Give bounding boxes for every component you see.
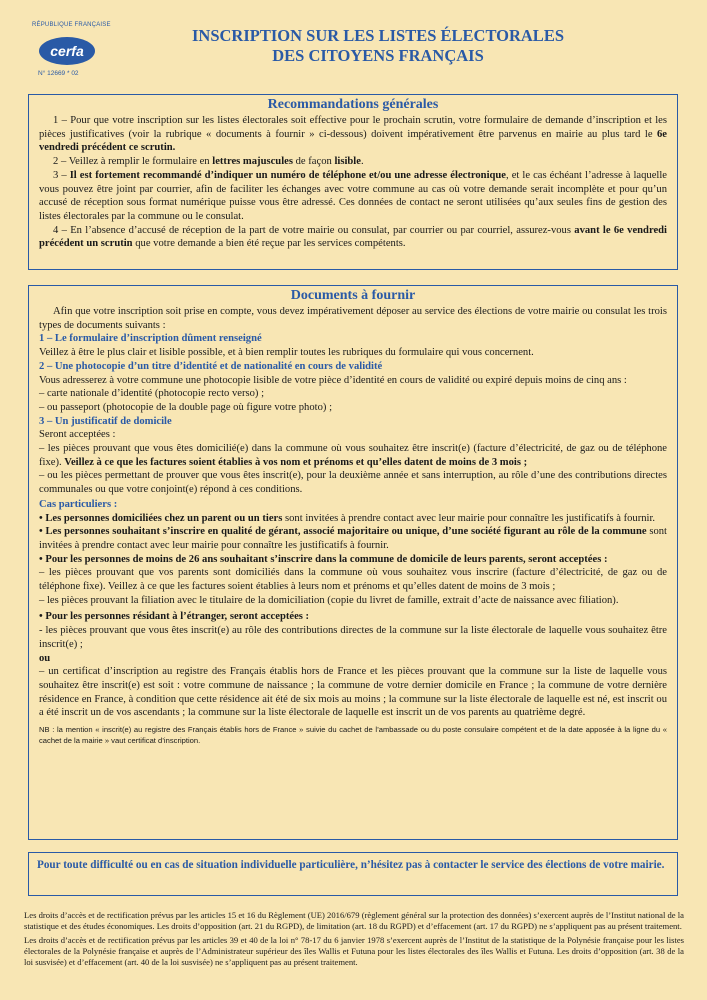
section-2-item: – carte nationale d’identité (photocopie recto verso) ;	[39, 388, 265, 400]
section-2-text: Vous adresserez à votre commune une photocopie lisible de votre pièce d’identité en cours de validité ou expiré depuis moins de cinq ans :	[39, 374, 627, 386]
reco-item-2: 2 – Veillez à remplir le formulaire en lettres majuscules de façon lisible.	[53, 156, 364, 168]
documents-intro: Afin que votre inscription soit prise en compte, vous devez impérativement déposer au service des élections de votre mairie ou consulat les trois types de documents suivants :	[39, 306, 667, 331]
title-line-1: INSCRIPTION SUR LES LISTES ÉLECTORALES	[192, 26, 564, 45]
form-number: N° 12669 * 02	[38, 70, 79, 77]
reco-item-4: 4 – En l’absence d’accusé de réception de la part de votre mairie ou consulat, par courrier ou par courriel, assurez-vous avant le 6e vendredi précédent un scrutin que votre demande a bien été reçue par les services compétents.	[39, 224, 667, 250]
section-2-item: – ou passeport (photocopie de la double page où figure votre photo) ;	[39, 401, 333, 413]
cases-title: Cas particuliers :	[39, 498, 118, 510]
recommandations-title: Recommandations générales	[267, 97, 439, 112]
footer	[24, 910, 684, 968]
case-moins-26-item: – les pièces prouvant la filiation avec le titulaire de la domiciliation (copie du livret de famille, extrait d’acte de naissance avec filiation).	[39, 594, 619, 606]
case-etranger: • Pour les personnes résidant à l’étranger, seront acceptées :	[39, 611, 310, 623]
case-parent: • Les personnes domiciliées chez un parent ou un tiers sont invitées à prendre contact avec leur mairie pour connaître les justificatifs à fournir.	[39, 512, 656, 524]
footer-note-1: Les droits d’accès et de rectification prévus par les articles 15 et 16 du Règlement (UE) 2016/679 (règlement général sur la protection des données) s’exercent auprès de l’Institut national de la statistique et des études économiques. Les droits d’opposition (art. 21 du RGPD), de limitation (art. 18 du RGPD) et d’effacement (art. 17 du RGPD) ne s’appliquent pas au présent traitement.	[24, 910, 684, 931]
case-moins-26: • Pour les personnes de moins de 26 ans souhaitant s’inscrire dans la commune de domicile de leurs parents, seront acceptées :	[39, 553, 608, 565]
case-etranger-or: ou	[39, 652, 51, 664]
contact-text: Pour toute difficulté ou en cas de situation individuelle particulière, n’hésitez pas à contacter le service des élections de votre mairie.	[37, 859, 665, 871]
cerfa-logo-text: cerfa	[50, 43, 84, 59]
contact-box	[28, 852, 678, 896]
title-line-2: DES CITOYENS FRANÇAIS	[272, 46, 484, 65]
section-3-item: – les pièces prouvant que vous êtes domicilié(e) dans la commune où vous souhaitez être inscrit(e) (facture d’électricité, de gaz ou de téléphone fixe). Veillez à ce que les factures soient établies à vos nom et prénoms et qu’elles datent de moins de 3 mois ;	[39, 443, 667, 468]
cerfa-logo	[38, 36, 96, 66]
republic-label: RÉPUBLIQUE FRANÇAISE	[32, 22, 111, 28]
section-2-title: 2 – Une photocopie d’un titre d’identité et de nationalité en cours de validité	[39, 360, 383, 372]
case-etranger-item: – un certificat d’inscription au registre des Français établis hors de France et les pièces prouvant que la commune sur la liste de laquelle vous souhaitez être inscrit(e) est soit : votre commune de naissance ; la commune de votre dernier domicile en France ; la commune de votre dernière résidence en France, à condition que cette résidence ait été de six mois au moins ; la commune sur la liste électorale de laquelle est né, est inscrit ou a été inscrit un de vos ascendants ; la commune sur la liste électorale de laquelle est inscrit un de vos parents au quatrième degré.	[39, 666, 667, 719]
recommandations-box	[28, 94, 678, 270]
documents-title: Documents à fournir	[290, 288, 416, 303]
footer-note-2: Les droits d’accès et de rectification prévus par les articles 39 et 40 de la loi n° 78-17 du 6 janvier 1978 s’exercent auprès de l’Institut de la statistique de la Polynésie française pour les listes électorales de la Polynésie française et auprès de l’Administrateur supérieur des îles Wallis et Futuna pour les listes électorales des îles Wallis et Futuna. Les droits d’opposition (art. 38 de la loi susvisée) et d’effacement (art. 40 de la loi susvisée) ne s’appliquent pas au présent traitement.	[24, 934, 684, 967]
reco-item-1: 1 – Pour que votre inscription sur les listes électorales soit effective pour le prochain scrutin, votre formulaire de demande d’inscription et les pièces justificatives (voir la rubrique « documents à fournir » ci-dessous) doivent impérativement être parvenus en mairie au plus tard le 6e vendredi précédent ce scrutin.	[39, 115, 667, 154]
case-moins-26-item: – les pièces prouvant que vos parents sont domiciliés dans la commune où vous souhaitez vous inscrire (facture d’électricité, de gaz ou de téléphone fixe). Veillez à ce que les factures soient établies à leurs nom et prénoms et qu’elles datent de moins de 3 mois ;	[39, 567, 667, 593]
section-1-title: 1 – Le formulaire d’inscription dûment renseigné	[39, 333, 262, 345]
section-3-item: – ou les pièces permettant de prouver que vous êtes inscrit(e), pour la deuxième année et sans interruption, au rôle d’une des contributions directes communales ou que votre conjoint(e) répond à ces conditions.	[39, 470, 667, 496]
nb-note: NB : la mention « inscrit(e) au registre des Français établis hors de France » suivie du cachet de l’ambassade ou du poste consulaire compétent et de la date apposée à la ligne du « cachet de la mairie » vaut certificat d’inscription.	[39, 725, 667, 746]
case-etranger-item: - les pièces prouvant que vous êtes inscrit(e) au rôle des contributions directes de la commune sur la liste électorale de laquelle vous souhaitez être inscrit(e) ;	[39, 625, 667, 650]
page-title	[143, 26, 613, 66]
section-3-title: 3 – Un justificatif de domicile	[39, 415, 172, 427]
case-societe: • Les personnes souhaitant s’inscrire en qualité de gérant, associé majoritaire ou unique, d’une société figurant au rôle de la commune sont invitées à prendre contact avec leur mairie pour connaître les justificatifs à fournir.	[39, 526, 667, 551]
section-1-text: Veillez à être le plus clair et lisible possible, et à bien remplir toutes les rubriques du formulaire qui vous concernent.	[39, 347, 534, 359]
documents-box	[28, 285, 678, 840]
reco-item-3: 3 – Il est fortement recommandé d’indiquer un numéro de téléphone et/ou une adresse électronique, et le cas échéant l’adresse à laquelle vous pouvez être joint par courrier, afin de faciliter les échanges avec votre commune au cas où votre demande serait incomplète et pour qu’un accusé de réception sous format numérique puisse vous être adressé. Ces données de contact ne seront utilisées qu’aux seules fins de gestion des listes électorales par la commune ou le consulat.	[39, 169, 668, 222]
section-3-text: Seront acceptées :	[39, 429, 116, 441]
header	[28, 16, 688, 86]
